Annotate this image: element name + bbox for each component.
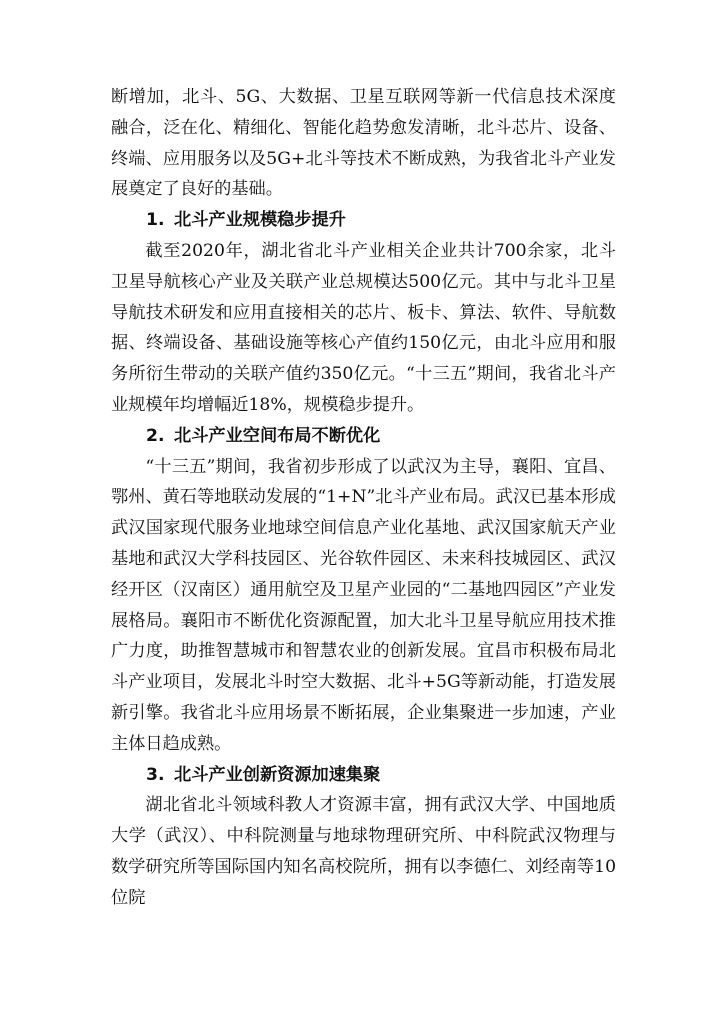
document-page	[111, 82, 616, 914]
section-number: 2.	[146, 425, 165, 446]
section-heading-2	[111, 421, 616, 452]
section-title: 北斗产业规模稳步提升	[174, 210, 346, 231]
section-number: 3.	[146, 764, 165, 785]
section-title: 北斗产业创新资源加速集聚	[174, 764, 381, 785]
body-paragraph: 湖北省北斗领域科教人才资源丰富，拥有武汉大学、中国地质大学（武汉）、中科院测量与地球物理研究所、中科院武汉物理与数学研究所等国际国内知名高校院所，拥有以李德仁、刘经南等10位院	[111, 795, 616, 908]
section-heading-1	[111, 205, 616, 236]
section-number: 1.	[146, 210, 165, 231]
body-paragraph: “十三五”期间，我省初步形成了以武汉为主导，襄阳、宜昌、鄂州、黄石等地联动发展的“1+N”北斗产业布局。武汉已基本形成武汉国家现代服务业地球空间信息产业化基地、武汉国家航天产业基地和武汉大学科技园区、光谷软件园区、未来科技城园区、武汉经开区（汉南区）通用航空及卫星产业园的“二基地四园区”产业发展格局。襄阳市不断优化资源配置，加大北斗卫星导航应用技术推广力度，助推智慧城市和智慧农业的创新发展。宜昌市积极布局北斗产业项目，发展北斗时空大数据、北斗+5G等新动能，打造发展新引擎。我省北斗应用场景不断拓展，企业集聚进一步加速，产业主体日趋成熟。	[111, 456, 616, 754]
body-paragraph: 断增加，北斗、5G、大数据、卫星互联网等新一代信息技术深度融合，泛在化、精细化、智能化趋势愈发清晰，北斗芯片、设备、终端、应用服务以及5G+北斗等技术不断成熟，为我省北斗产业发展奠定了良好的基础。	[111, 87, 616, 200]
body-paragraph: 截至2020年，湖北省北斗产业相关企业共计700余家，北斗卫星导航核心产业及关联产业总规模达500亿元。其中与北斗卫星导航技术研发和应用直接相关的芯片、板卡、算法、软件、导航数据、终端设备、基础设施等核心产值约150亿元，由北斗应用和服务所衍生带动的关联产值约350亿元。“十三五”期间，我省北斗产业规模年均增幅近18%，规模稳步提升。	[111, 240, 616, 415]
section-heading-3	[111, 760, 616, 791]
section-title: 北斗产业空间布局不断优化	[174, 425, 381, 446]
